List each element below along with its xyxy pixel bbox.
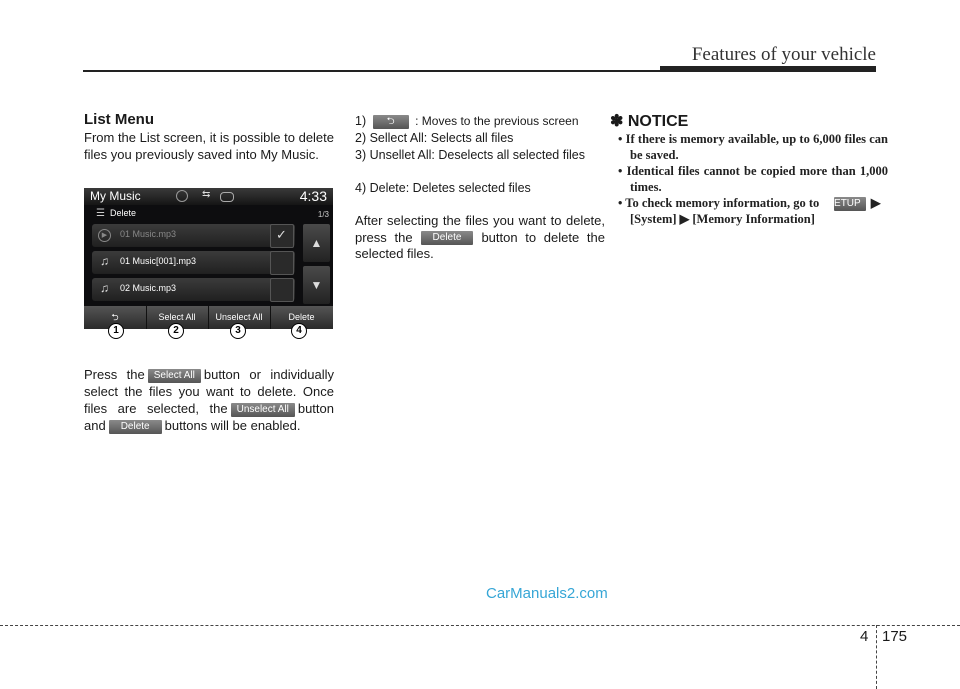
notice-bullet-2: • Identical files cannot be copied more than 1,000 times.	[618, 164, 888, 194]
back-chip: ⮌	[373, 115, 409, 129]
file-row[interactable]	[92, 224, 295, 247]
step-3: 3) Unsellet All: Deselects all selected files	[355, 148, 585, 162]
checkbox[interactable]	[270, 251, 294, 275]
music-note-icon: ♫	[100, 281, 109, 295]
screen-title: My Music	[90, 189, 141, 203]
callout-2: 2	[168, 323, 184, 339]
screen-clock: 4:33	[299, 188, 327, 204]
step-2: 2) Sellect All: Selects all files	[355, 131, 514, 145]
step-text: : Moves to the previous screen	[415, 114, 579, 128]
setup-chip: SETUP	[834, 197, 865, 211]
select-all-chip: Select All	[148, 369, 201, 383]
notice-bullet-1: • If there is memory available, up to 6,000 files can be saved.	[618, 132, 888, 162]
callout-1: 1	[108, 323, 124, 339]
footer-rule	[0, 625, 960, 626]
list-menu-intro: From the List screen, it is possible to delete files you previously saved into My Music.	[84, 130, 335, 162]
notice-text: • To check memory information, go to	[618, 196, 820, 210]
press-paragraph	[84, 366, 334, 434]
header-rule	[83, 70, 876, 72]
file-name: 02 Music.mp3	[120, 283, 177, 293]
unselect-all-button[interactable]: Unselect All	[208, 306, 271, 329]
music-note-icon: ♫	[100, 254, 109, 268]
file-name: 01 Music.mp3	[120, 229, 177, 239]
step-1	[355, 113, 605, 130]
list-icon: ☰	[96, 208, 105, 219]
press-text: button or individually select the files you want to delete. Once files are selected, the	[84, 367, 334, 416]
unselect-all-chip: Unselect All	[231, 403, 295, 417]
notice-bullet-3	[618, 195, 888, 227]
press-text: button and	[84, 401, 334, 433]
list-menu-heading: List Menu	[84, 111, 154, 128]
callout-4: 4	[291, 323, 307, 339]
select-all-button[interactable]: Select All	[146, 306, 209, 329]
notice-text: ▶ [System] ▶ [Memory Information]	[630, 196, 881, 227]
file-name: 01 Music[001].mp3	[120, 256, 197, 266]
page-indicator: 1/3	[317, 210, 329, 219]
my-music-screen	[84, 188, 333, 329]
file-row[interactable]	[92, 251, 295, 274]
step-number: 1)	[355, 114, 367, 128]
checkbox[interactable]	[270, 278, 294, 302]
play-icon: ▶	[98, 229, 111, 242]
delete-chip: Delete	[109, 420, 162, 434]
after-paragraph	[355, 213, 605, 263]
checkbox-checked[interactable]	[270, 224, 294, 248]
after-text: After selecting the files you want to delete, press the	[355, 213, 605, 245]
step-4: 4) Delete: Deletes selected files	[355, 181, 531, 195]
usb-icon: ⇆	[202, 189, 211, 200]
after-text: button to delete the selected files.	[355, 229, 605, 261]
section-title: Features of your vehicle	[691, 44, 876, 65]
notice-heading: ✽ NOTICE	[610, 113, 689, 130]
press-text: buttons will be enabled.	[164, 418, 301, 433]
screen-mode-label: Delete	[110, 208, 137, 218]
footer-divider	[876, 625, 877, 689]
file-row[interactable]	[92, 278, 295, 301]
media-icon	[220, 192, 234, 202]
delete-chip: Delete	[421, 231, 474, 245]
bluetooth-icon	[176, 190, 188, 202]
check-icon: ✓	[276, 227, 287, 242]
delete-button[interactable]: Delete	[288, 312, 315, 322]
scroll-up-button[interactable]: ▲	[303, 224, 330, 262]
page-number: 175	[882, 628, 908, 645]
callout-3: 3	[230, 323, 246, 339]
chapter-number: 4	[860, 628, 869, 645]
back-button[interactable]: ⮌	[84, 306, 147, 329]
scroll-down-button[interactable]: ▼	[303, 266, 330, 304]
press-text: Press the	[84, 367, 145, 382]
watermark: CarManuals2.com	[486, 585, 608, 602]
